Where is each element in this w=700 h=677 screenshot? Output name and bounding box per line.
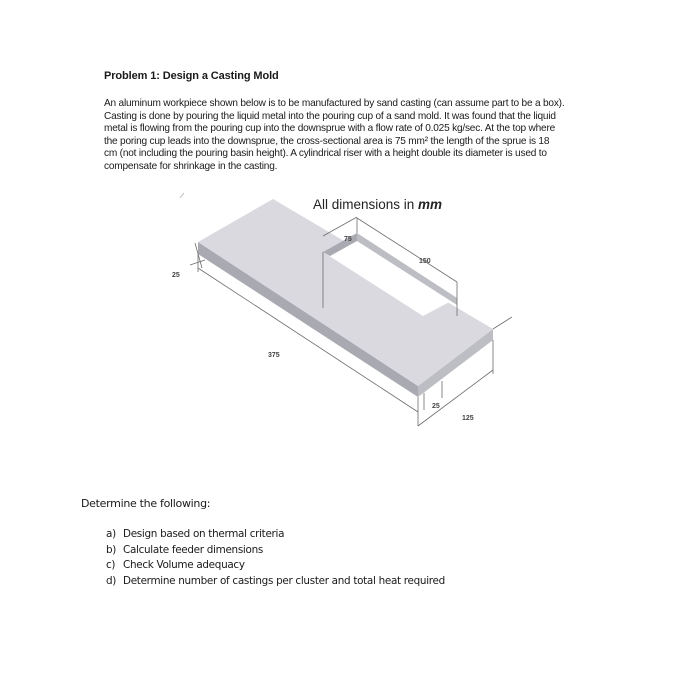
item-text: Design based on thermal criteria [123, 528, 285, 540]
list-item [106, 558, 445, 574]
dimension-label-125: 125 [462, 415, 474, 422]
description-line: the poring cup leads into the downsprue, the cross-sectional area is 75 mm² the length of the sprue is 18 [104, 135, 550, 147]
problem-description [104, 98, 596, 174]
question-list [106, 527, 445, 589]
dimension-label-25-bottom: 25 [432, 403, 440, 410]
figure-caption-prefix: All dimensions in [313, 197, 419, 212]
item-text: Determine number of castings per cluster and total heat required [123, 574, 445, 587]
list-item [106, 527, 445, 543]
item-marker: c) [106, 559, 116, 572]
description-line: An aluminum workpiece shown below is to be manufactured by sand casting (can assume part to be a box). [104, 98, 565, 109]
questions-heading: Determine the following: [81, 497, 211, 510]
description-line: compensate for shrinkage in the casting. [104, 160, 278, 172]
list-item [106, 574, 445, 590]
description-line: metal is flowing from the pouring cup into the downsprue with a flow rate of 0.025 kg/sec. At the top where [104, 123, 556, 135]
dimension-label-375: 375 [268, 352, 280, 359]
item-marker: b) [106, 543, 117, 556]
figure-caption-unit: mm [418, 197, 443, 212]
figure-caption [313, 197, 442, 212]
item-text: Calculate feeder dimensions [123, 543, 263, 556]
construction-line [180, 193, 184, 198]
problem-title: Problem 1: Design a Casting Mold [104, 70, 279, 82]
workpiece-drawing [160, 190, 540, 445]
slab-top-face [198, 199, 493, 386]
dimension-label-25-left: 25 [172, 272, 180, 279]
item-marker: d) [106, 574, 117, 587]
item-text: Check Volume adequacy [123, 559, 245, 572]
description-line: Casting is done by pouring the liquid metal into the pouring cup of a sand mold. It was found that the liquid [104, 110, 556, 122]
description-line: cm (not including the pouring basin height). A cylindrical riser with a height double its diameter is used to [104, 148, 547, 160]
item-marker: a) [106, 528, 116, 540]
workpiece-figure [160, 190, 540, 445]
dimension-label-150: 150 [419, 258, 431, 265]
list-item [106, 543, 445, 559]
dimension-label-75: 75 [344, 236, 352, 243]
